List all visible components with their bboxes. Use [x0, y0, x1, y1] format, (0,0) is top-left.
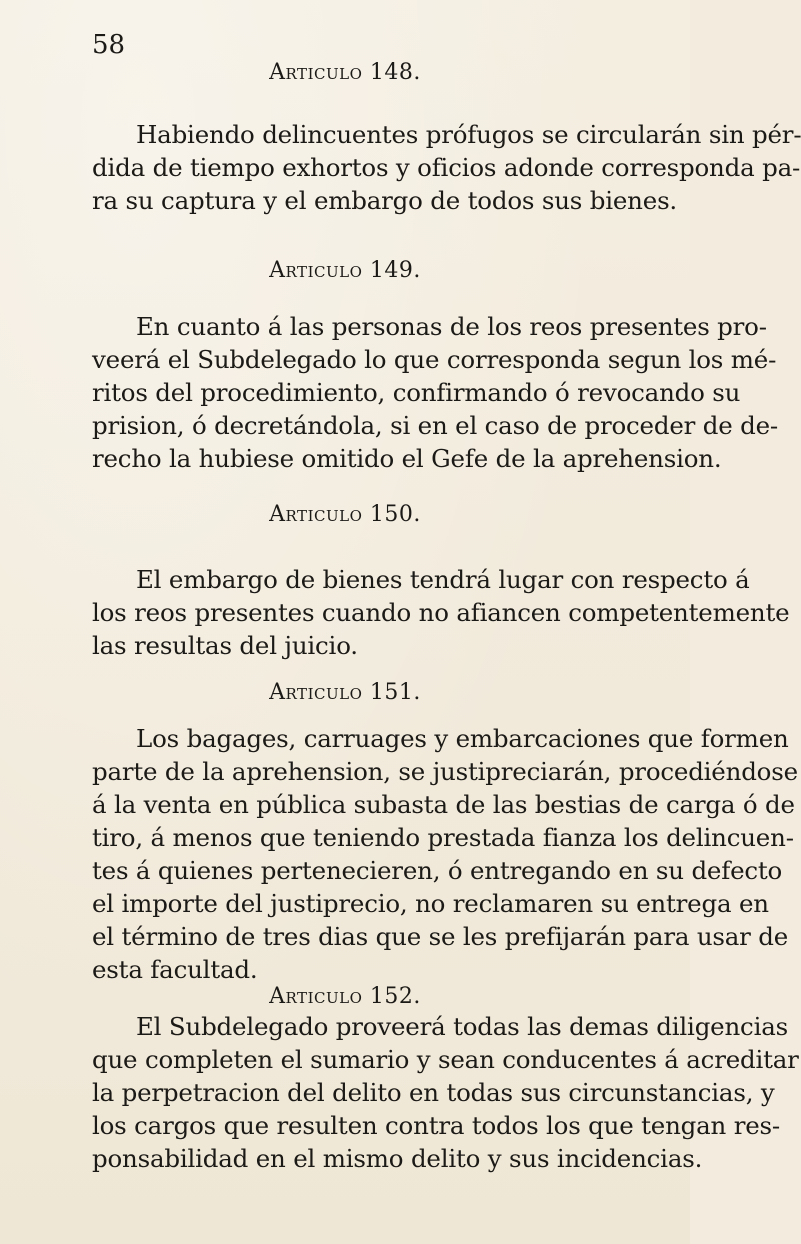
- text-line: El embargo de bienes tendrá lugar con respecto á: [136, 565, 750, 594]
- text-line: esta facultad.: [92, 955, 258, 984]
- article-151-text: [92, 722, 798, 986]
- article-150-heading: Articulo 150.: [269, 502, 421, 527]
- text-line: ponsabilidad en el mismo delito y sus incidencias.: [92, 1144, 703, 1173]
- article-151-heading: Articulo 151.: [269, 680, 421, 705]
- text-line: el importe del justiprecio, no reclamaren su entrega en: [92, 889, 769, 918]
- text-line: tes á quienes pertenecieren, ó entregando en su defecto: [92, 856, 783, 885]
- text-line: los cargos que resulten contra todos los que tengan res-: [92, 1111, 780, 1140]
- article-148-heading: Articulo 148.: [269, 60, 421, 85]
- text-line: el término de tres dias que se les prefijarán para usar de: [92, 922, 789, 951]
- text-line: prision, ó decretándola, si en el caso de proceder de de-: [92, 411, 778, 440]
- text-line: parte de la aprehension, se justipreciarán, procediéndose: [92, 757, 798, 786]
- text-line: recho la hubiese omitido el Gefe de la aprehension.: [92, 444, 722, 473]
- text-line: la perpetracion del delito en todas sus circunstancias, y: [92, 1078, 775, 1107]
- text-line: ritos del procedimiento, confirmando ó revocando su: [92, 378, 741, 407]
- text-line: á la venta en pública subasta de las bestias de carga ó de: [92, 790, 795, 819]
- text-line: dida de tiempo exhortos y oficios adonde corresponda pa-: [92, 153, 801, 182]
- article-148-text: [92, 118, 801, 217]
- text-line: veerá el Subdelegado lo que corresponda segun los mé-: [92, 345, 777, 374]
- article-152-text: [92, 1010, 799, 1175]
- text-line: tiro, á menos que teniendo prestada fianza los delincuen-: [92, 823, 794, 852]
- text-line: El Subdelegado proveerá todas las demas diligencias: [136, 1012, 788, 1041]
- article-149-text: [92, 310, 778, 475]
- text-line: las resultas del juicio.: [92, 631, 358, 660]
- article-152-heading: Articulo 152.: [269, 984, 421, 1009]
- text-line: que completen el sumario y sean conducentes á acreditar: [92, 1045, 799, 1074]
- text-line: los reos presentes cuando no afiancen competentemente: [92, 598, 790, 627]
- page-number: 58: [92, 30, 126, 60]
- text-line: ra su captura y el embargo de todos sus bienes.: [92, 186, 678, 215]
- text-line: Habiendo delincuentes prófugos se circularán sin pér-: [136, 120, 801, 149]
- text-line: En cuanto á las personas de los reos presentes pro-: [136, 312, 767, 341]
- text-line: Los bagages, carruages y embarcaciones que formen: [136, 724, 789, 753]
- article-149-heading: Articulo 149.: [269, 258, 421, 283]
- article-150-text: [92, 563, 790, 662]
